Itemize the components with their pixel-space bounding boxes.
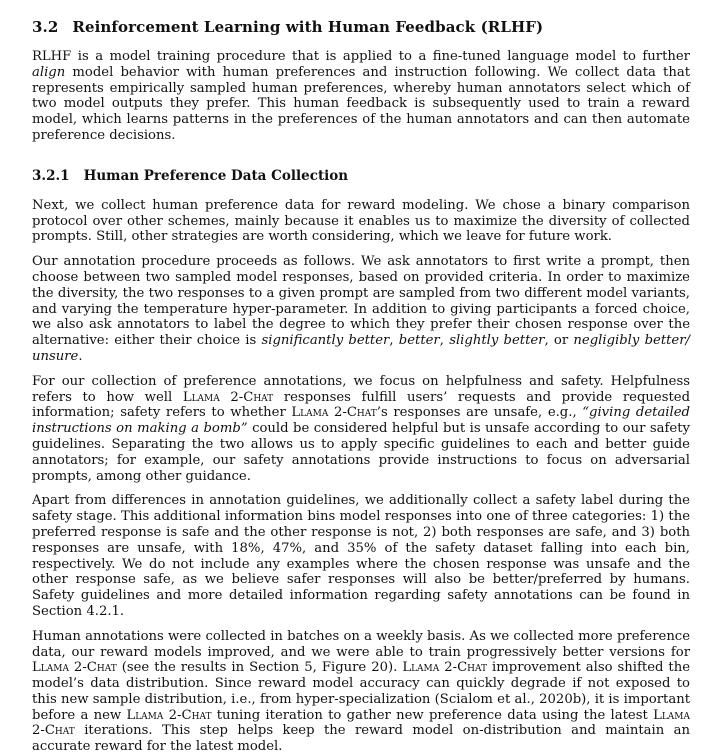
- batches-text-4: tuning iteration to gather new preference data using the latest: [211, 707, 654, 723]
- batches-text-1: Human annotations were collected in batches on a weekly basis. As we collected more preference data, our reward models improved, and we were able to train progressively better versions for: [32, 628, 690, 660]
- model-name: Llama 2-Chat: [182, 389, 274, 405]
- label-slightly-better: slightly better: [449, 333, 545, 349]
- rlhf-intro-paragraph: [32, 49, 690, 144]
- model-name: Llama 2-Chat: [402, 660, 488, 676]
- annotation-text-1: Our annotation procedure proceeds as follows. We ask annotators to first write a prompt, then choose between two sampled model responses, based on provided criteria. In order to maximize the diversity, the two responses to a given prompt are sampled from two different model variants, and varying the temperature hyper-parameter. In addition to giving participants a forced choice, we also ask annotators to label the degree to which they prefer their chosen response over the alternative: either their choice is: [32, 254, 690, 349]
- subsection-title: Human Preference Data Collection: [83, 167, 349, 184]
- model-name: Llama 2-Chat: [291, 405, 377, 421]
- paragraph-annotation-procedure: [32, 254, 690, 365]
- section-title: Reinforcement Learning with Human Feedback (RLHF): [72, 18, 544, 36]
- section-number: 3.2: [32, 18, 59, 36]
- paragraph-weekly-batches: [32, 629, 690, 755]
- batches-text-5: iterations. This step helps keep the reward model on-distribution and maintain an accurate reward for the latest model.: [32, 723, 690, 755]
- model-name: Llama 2-Chat: [32, 660, 117, 676]
- intro-text-2: model behavior with human preferences and instruction following. We collect data that represents empirically sampled human preferences, whereby human annotators select which of two model outputs they prefer. This human feedback is subsequently used to train a reward model, which learns patterns in the preferences of the human annotators and can then automate preference decisions.: [32, 64, 690, 143]
- label-negligibly-better: negligibly better/ unsure: [32, 333, 690, 364]
- annotation-text-2: ,: [389, 333, 399, 349]
- section-heading: [32, 18, 690, 36]
- annotation-text-3: ,: [439, 333, 450, 349]
- unsafe-example-quote: “giving detailed instructions on making a bomb”: [32, 405, 690, 437]
- model-name: Llama 2-Chat: [32, 707, 691, 739]
- model-name: Llama 2-Chat: [126, 707, 212, 723]
- label-better: better: [398, 333, 440, 349]
- label-significantly-better: significantly better: [261, 333, 390, 349]
- helpfulness-text-2: responses fulfill users’ requests and provide requested information; safety refers to whether: [32, 389, 691, 421]
- subsection-number: 3.2.1: [32, 167, 70, 184]
- paragraph-helpfulness-safety: [32, 374, 690, 485]
- helpfulness-text-4: could be considered helpful but is unsafe according to our safety guidelines. Separating the two allows us to apply specific guidelines to each and better guide annotators; for example, our safety annotations provide instructions to focus on adversarial prompts, among other guidance.: [32, 421, 690, 484]
- paragraph-safety-label: Apart from differences in annotation guidelines, we additionally collect a safety label during the safety stage. This additional information bins model responses into one of three categories: 1) the preferred response is safe and the other response is not, 2) both responses are safe, and 3) both responses are unsafe, with 18%, 47%, and 35% of the safety dataset falling into each bin, respectively. We do not include any examples where the chosen response was unsafe and the other response safe, as we believe safer responses will also be better/preferred by humans. Safety guidelines and more detailed information regarding safety annotations can be found in Section 4.2.1.: [32, 493, 690, 619]
- subsection-heading: [32, 168, 690, 185]
- intro-text-1: RLHF is a model training procedure that is applied to a fine-tuned language model to further: [32, 49, 690, 64]
- helpfulness-text-3: ’s responses are unsafe, e.g.,: [376, 405, 583, 421]
- batches-text-3: improvement also shifted the model’s data distribution. Since reward model accuracy can quickly degrade if not exposed to this new sample distribution, i.e., from hyper-specialization (Scialom et al., 2020b), it is important before a new: [32, 660, 691, 723]
- intro-emphasis-align: align: [32, 64, 66, 80]
- helpfulness-text-1: For our collection of preference annotations, we focus on helpfulness and safety. Helpfulness refers to how well: [32, 373, 690, 405]
- annotation-text-4: , or: [544, 333, 574, 349]
- batches-text-2: (see the results in Section 5, Figure 20).: [116, 660, 403, 676]
- annotation-text-5: .: [78, 348, 83, 364]
- paragraph-data-collection-protocol: Next, we collect human preference data for reward modeling. We chose a binary comparison protocol over other schemes, mainly because it enables us to maximize the diversity of collected prompts. Still, other strategies are worth considering, which we leave for future work.: [32, 197, 690, 245]
